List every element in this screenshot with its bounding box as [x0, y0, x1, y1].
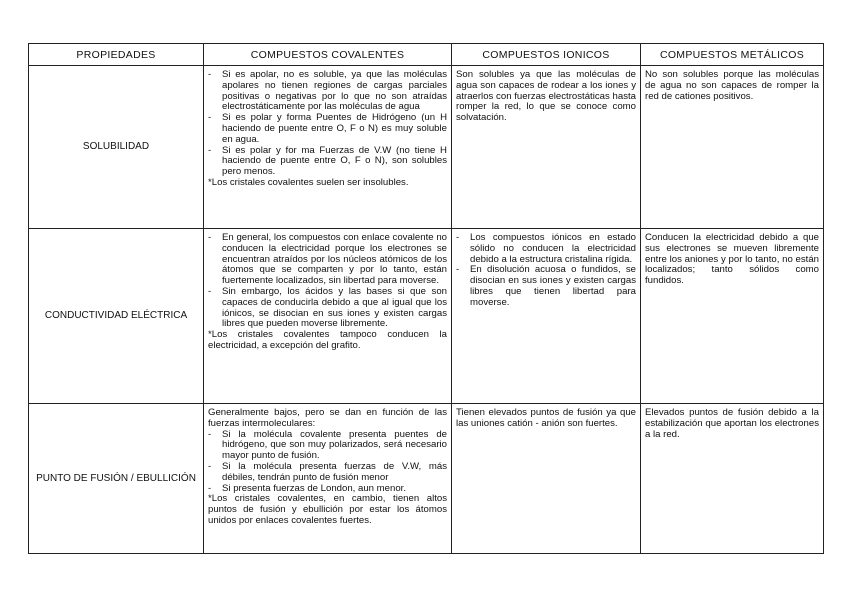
cell-ionic-conductivity: [452, 229, 641, 404]
list-item: - Si la molécula presenta fuerzas de V.W, más débiles, tendrán punto de fusión menor: [208, 462, 447, 484]
bullet-list: [456, 233, 636, 309]
table-row-conductivity: [29, 229, 824, 404]
cell-note: *Los cristales covalentes, en cambio, tienen altos puntos de fusión y ebullición por estar los átomos unidos por enlaces covalentes fuertes.: [208, 493, 447, 526]
header-ionic: COMPUESTOS IONICOS: [452, 44, 641, 66]
list-item: - En disolución acuosa o fundidos, se disocian en sus iones y existen cargas libres que tienen libertad para moverse.: [456, 265, 636, 308]
row-label-conductivity: CONDUCTIVIDAD ELÉCTRICA: [29, 229, 204, 404]
header-row: [29, 44, 824, 66]
cell-metallic-solubility: No son solubles porque las moléculas de agua no son capaces de romper la red de cationes positivos.: [641, 66, 824, 229]
bullet-list: [208, 233, 447, 330]
list-item: - Si es apolar, no es soluble, ya que las moléculas apolares no tienen regiones de cargas parciales positivas o negativas por lo que no son atraídas electrostáticamente por las moléculas de agua: [208, 70, 447, 113]
list-item: - Los compuestos iónicos en estado sólido no conducen la electricidad debido a la estructura cristalina rígida.: [456, 233, 636, 265]
cell-metallic-conductivity: Conducen la electricidad debido a que sus electrones se mueven libremente entre los aniones y por lo tanto, no están localizados; tanto sólidos como fundidos.: [641, 229, 824, 404]
cell-covalent-solubility: [204, 66, 452, 229]
cell-note: *Los cristales covalentes tampoco conducen la electricidad, a excepción del grafito.: [208, 329, 447, 351]
table-row-solubility: [29, 66, 824, 229]
bullet-list: [208, 430, 447, 495]
table-row-melting-point: [29, 404, 824, 554]
cell-ionic-solubility: Son solubles ya que las moléculas de agua son capaces de rodear a los iones y atraerlos con fuerzas electrostáticas hasta romper la red, lo que se conoce como solvatación.: [452, 66, 641, 229]
list-item: - Si presenta fuerzas de London, aun menor.: [208, 484, 447, 495]
list-item: - Si es polar y for ma Fuerzas de V.W (no tiene H haciendo de puente entre O, F o N), son solubles pero menos.: [208, 146, 447, 178]
row-label-solubility: SOLUBILIDAD: [29, 66, 204, 229]
row-label-melting-point: PUNTO DE FUSIÓN / EBULLICIÓN: [29, 404, 204, 554]
bullet-list: [208, 70, 447, 178]
cell-note: *Los cristales covalentes suelen ser insolubles.: [208, 176, 409, 188]
list-item: - Sin embargo, los ácidos y las bases si que son capaces de conducirla debido a que al igual que los iónicos, se disocian en sus iones y existen cargas libres que pueden moverse libremente.: [208, 287, 447, 330]
header-properties: PROPIEDADES: [29, 44, 204, 66]
list-item: - Si la molécula covalente presenta puentes de hidrógeno, que son muy polarizados, será necesario mayor punto de fusión.: [208, 430, 447, 462]
list-item: - En general, los compuestos con enlace covalente no conducen la electricidad porque los electrones se encuentran atraídos por los núcleos atómicos de los átomos que se comparten y por lo tanto, están fuertemente localizados, sin libertad para moverse.: [208, 233, 447, 287]
header-covalent: COMPUESTOS COVALENTES: [204, 44, 452, 66]
cell-covalent-melting-point: [204, 404, 452, 554]
header-metallic: COMPUESTOS METÁLICOS: [641, 44, 824, 66]
cell-ionic-melting-point: Tienen elevados puntos de fusión ya que las uniones catión - anión son fuertes.: [452, 404, 641, 554]
cell-intro: Generalmente bajos, pero se dan en función de las fuerzas intermoleculares:: [208, 407, 447, 429]
properties-table: [28, 43, 824, 554]
cell-covalent-conductivity: [204, 229, 452, 404]
cell-metallic-melting-point: Elevados puntos de fusión debido a la estabilización que aportan los electrones a la red.: [641, 404, 824, 554]
list-item: - Si es polar y forma Puentes de Hidrógeno (un H haciendo de puente entre O, F o N) es muy soluble en agua.: [208, 113, 447, 145]
